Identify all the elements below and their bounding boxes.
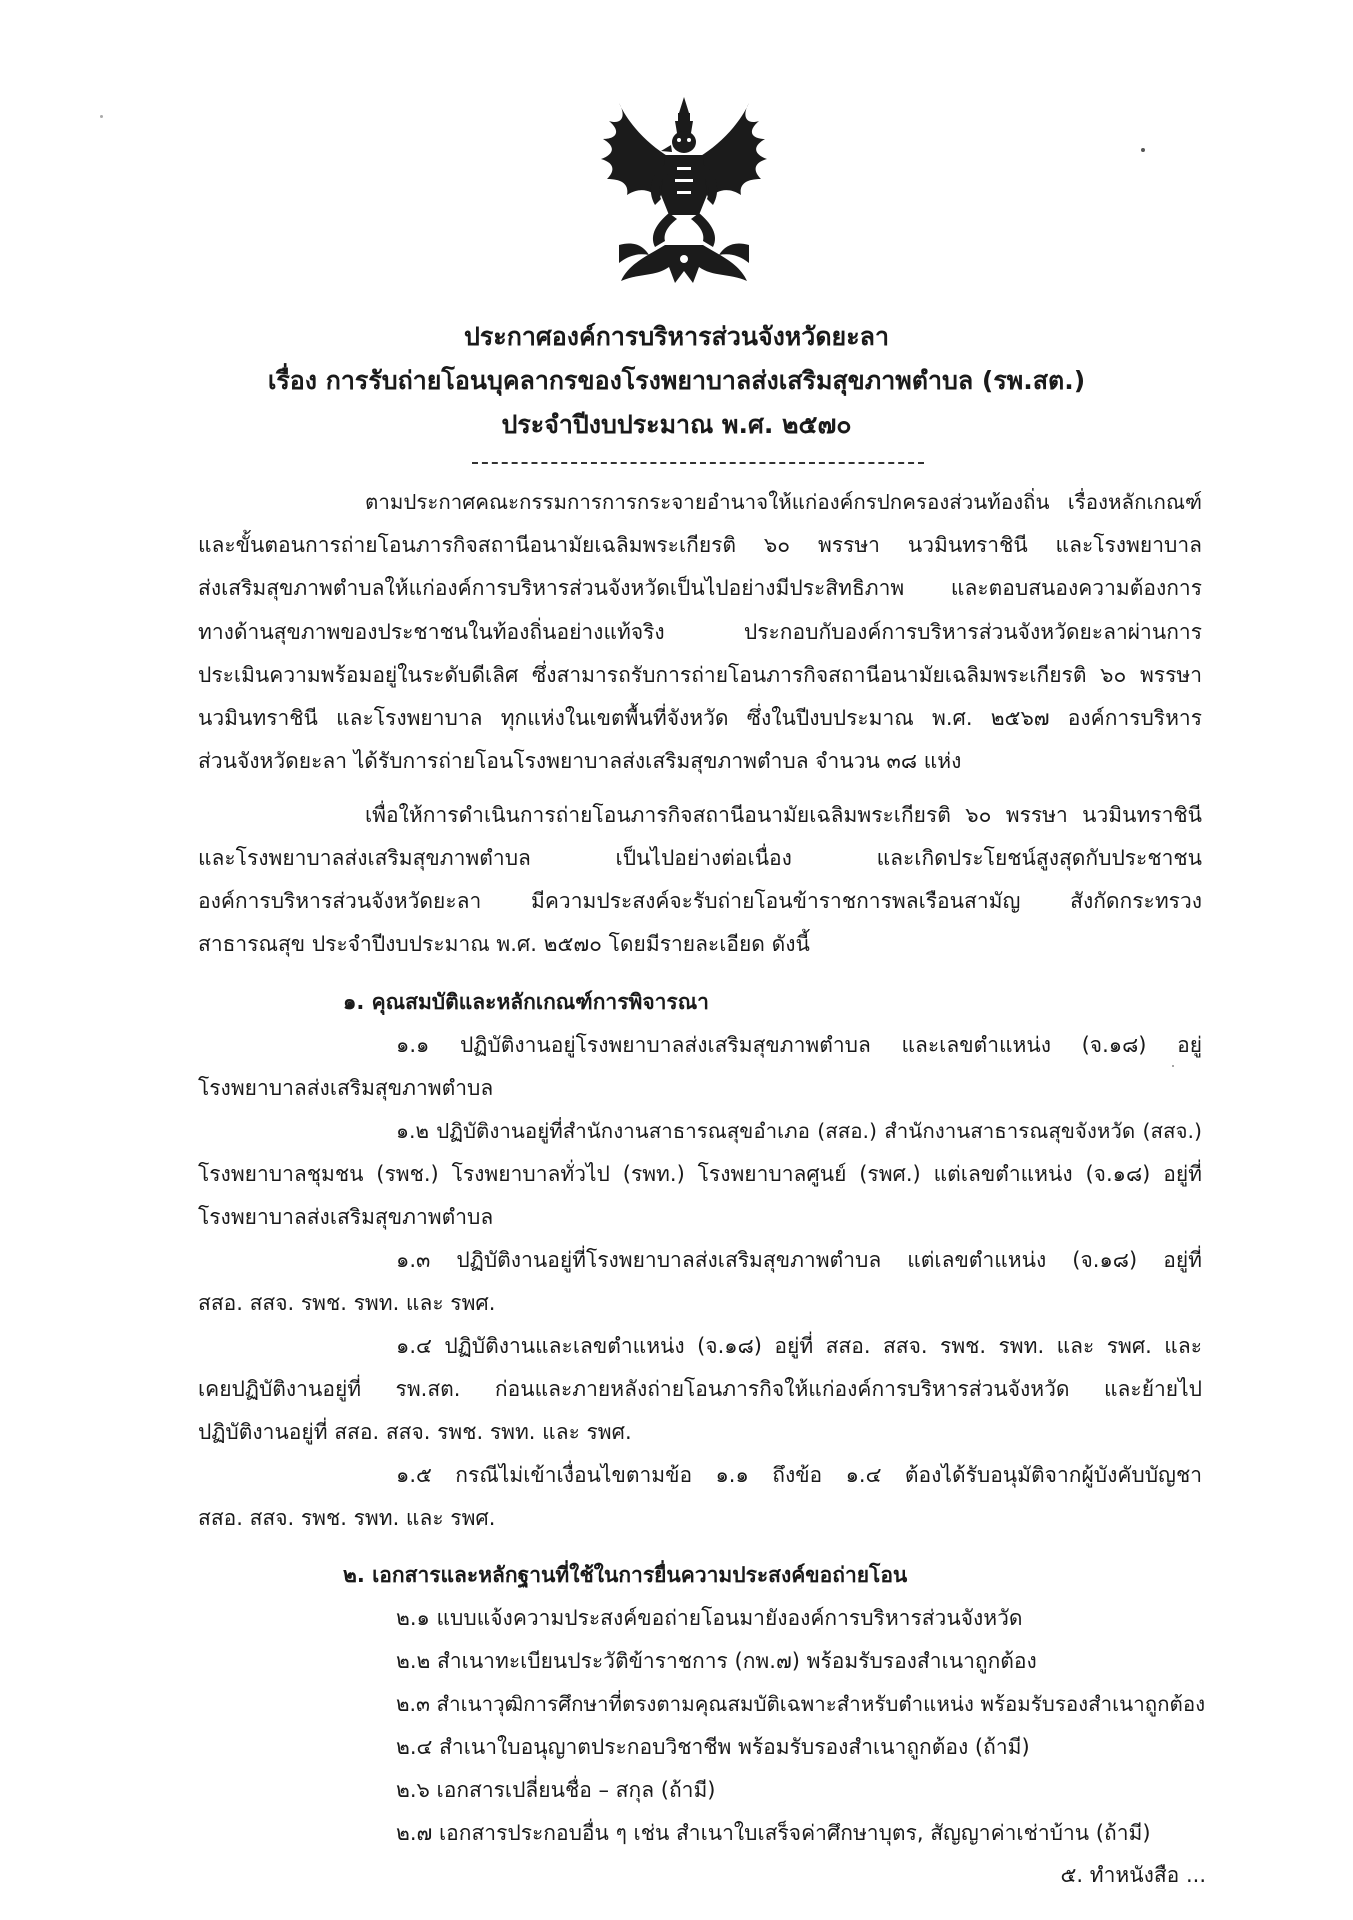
header-divider	[472, 462, 924, 464]
paragraph-line: เพื่อให้การดำเนินการถ่ายโอนภารกิจสถานีอนามัยเฉลิมพระเกียรติ ๖๐ พรรษา นวมินทราชินี	[365, 803, 1202, 827]
paragraph-line: ตามประกาศคณะกรรมการการกระจายอำนาจให้แก่องค์กรปกครองส่วนท้องถิ่น เรื่องหลักเกณฑ์	[365, 490, 1202, 514]
section-1-line: โรงพยาบาลชุมชน (รพช.) โรงพยาบาลทั่วไป (รพท.) โรงพยาบาลศูนย์ (รพศ.) แต่เลขตำแหน่ง (จ.๑๘) อยู่ที่	[198, 1162, 1202, 1186]
section-1-line: โรงพยาบาลส่งเสริมสุขภาพตำบล	[198, 1205, 494, 1229]
section-1-line: โรงพยาบาลส่งเสริมสุขภาพตำบล	[198, 1076, 494, 1100]
section-2-item: ๒.๓ สำเนาวุฒิการศึกษาที่ตรงตามคุณสมบัติเฉพาะสำหรับตำแหน่ง พร้อมรับรองสำเนาถูกต้อง	[396, 1692, 1206, 1716]
section-1-line: เคยปฏิบัติงานอยู่ที่ รพ.สต. ก่อนและภายหลังถ่ายโอนภารกิจให้แก่องค์การบริหารส่วนจังหวัด และย้ายไป	[198, 1377, 1202, 1401]
paragraph-line: และโรงพยาบาลส่งเสริมสุขภาพตำบล เป็นไปอย่างต่อเนื่อง และเกิดประโยชน์สูงสุดกับประชาชน	[198, 846, 1202, 870]
scan-speck	[1172, 1065, 1174, 1067]
section-2-item: ๒.๗ เอกสารประกอบอื่น ๆ เช่น สำเนาใบเสร็จค่าศึกษาบุตร, สัญญาค่าเช่าบ้าน (ถ้ามี)	[396, 1821, 1151, 1845]
section-2-item: ๒.๔ สำเนาใบอนุญาตประกอบวิชาชีพ พร้อมรับรองสำเนาถูกต้อง (ถ้ามี)	[396, 1735, 1030, 1759]
section-1-line: สสอ. สสจ. รพช. รพท. และ รพศ.	[198, 1506, 496, 1530]
section-1-line: ๑.๔ ปฏิบัติงานและเลขตำแหน่ง (จ.๑๘) อยู่ที่ สสอ. สสจ. รพช. รพท. และ รพศ. และ	[396, 1334, 1202, 1358]
paragraph-line: ประเมินความพร้อมอยู่ในระดับดีเลิศ ซึ่งสามารถรับการถ่ายโอนภารกิจสถานีอนามัยเฉลิมพระเกียรติ ๖๐ พรรษา	[198, 663, 1202, 687]
paragraph-line: ส่งเสริมสุขภาพตำบลให้แก่องค์การบริหารส่วนจังหวัดเป็นไปอย่างมีประสิทธิภาพ และตอบสนองความต้องการ	[198, 576, 1202, 600]
scan-speck	[100, 115, 103, 118]
section-1-heading: ๑. คุณสมบัติและหลักเกณฑ์การพิจารณา	[343, 990, 709, 1014]
section-1-line: ๑.๕ กรณีไม่เข้าเงื่อนไขตามข้อ ๑.๑ ถึงข้อ ๑.๔ ต้องได้รับอนุมัติจากผู้บังคับบัญชา	[396, 1463, 1202, 1487]
section-2-item: ๒.๑ แบบแจ้งความประสงค์ขอถ่ายโอนมายังองค์การบริหารส่วนจังหวัด	[396, 1606, 1023, 1630]
section-2-item: ๒.๖ เอกสารเปลี่ยนชื่อ – สกุล (ถ้ามี)	[396, 1778, 716, 1802]
paragraph-line: สาธารณสุข ประจำปีงบประมาณ พ.ศ. ๒๕๗๐ โดยมีรายละเอียด ดังนี้	[198, 932, 810, 956]
section-1-line: ๑.๒ ปฏิบัติงานอยู่ที่สำนักงานสาธารณสุขอำเภอ (สสอ.) สำนักงานสาธารณสุขจังหวัด (สสจ.)	[396, 1119, 1202, 1143]
section-1-line: ปฏิบัติงานอยู่ที่ สสอ. สสจ. รพช. รพท. และ รพศ.	[198, 1420, 632, 1444]
section-1-line: ๑.๑ ปฏิบัติงานอยู่โรงพยาบาลส่งเสริมสุขภาพตำบล และเลขตำแหน่ง (จ.๑๘) อยู่	[396, 1033, 1202, 1057]
paragraph-line: นวมินทราชินี และโรงพยาบาล ทุกแห่งในเขตพื้นที่จังหวัด ซึ่งในปีงบประมาณ พ.ศ. ๒๕๖๗ องค์การบริหาร	[198, 706, 1202, 730]
section-1-line: สสอ. สสจ. รพช. รพท. และ รพศ.	[198, 1291, 496, 1315]
paragraph-line: องค์การบริหารส่วนจังหวัดยะลา มีความประสงค์จะรับถ่ายโอนข้าราชการพลเรือนสามัญ สังกัดกระทรวง	[198, 889, 1202, 913]
section-2-item: ๒.๒ สำเนาทะเบียนประวัติข้าราชการ (กพ.๗) พร้อมรับรองสำเนาถูกต้อง	[396, 1649, 1037, 1673]
section-1-line: ๑.๓ ปฏิบัติงานอยู่ที่โรงพยาบาลส่งเสริมสุขภาพตำบล แต่เลขตำแหน่ง (จ.๑๘) อยู่ที่	[396, 1248, 1202, 1272]
garuda-emblem-icon	[599, 95, 769, 290]
paragraph-line: ส่วนจังหวัดยะลา ได้รับการถ่ายโอนโรงพยาบาลส่งเสริมสุขภาพตำบล จำนวน ๓๘ แห่ง	[198, 749, 962, 773]
continuation-note: ๕. ทำหนังสือ ...	[1060, 1863, 1206, 1887]
section-2-heading: ๒. เอกสารและหลักฐานที่ใช้ในการยื่นความประสงค์ขอถ่ายโอน	[343, 1563, 908, 1587]
paragraph-line: และขั้นตอนการถ่ายโอนภารกิจสถานีอนามัยเฉลิมพระเกียรติ ๖๐ พรรษา นวมินทราชินี และโรงพยาบาล	[198, 533, 1202, 557]
scan-speck	[1141, 148, 1145, 152]
announcement-fiscal-year: ประจำปีงบประมาณ พ.ศ. ๒๕๗๐	[501, 410, 852, 439]
announcement-title: ประกาศองค์การบริหารส่วนจังหวัดยะลา	[464, 322, 889, 351]
paragraph-line: ทางด้านสุขภาพของประชาชนในท้องถิ่นอย่างแท้จริง ประกอบกับองค์การบริหารส่วนจังหวัดยะลาผ่านการ	[198, 620, 1202, 644]
announcement-subject: เรื่อง การรับถ่ายโอนบุคลากรของโรงพยาบาลส่งเสริมสุขภาพตำบล (รพ.สต.)	[267, 366, 1086, 395]
